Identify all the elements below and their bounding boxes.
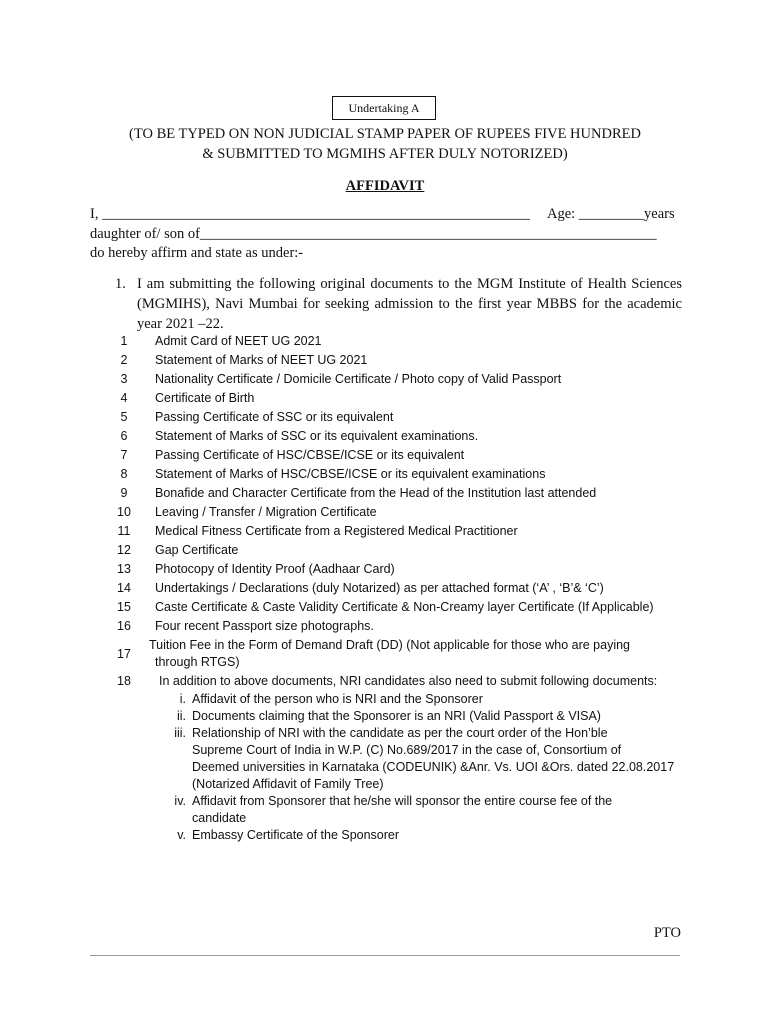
list-item: [0, 429, 770, 448]
list-item-number: 16: [117, 619, 131, 633]
nri-sub-item-number: i.: [179, 692, 186, 706]
nri-sub-item-text-line: Embassy Certificate of the Sponsorer: [192, 828, 400, 842]
list-item: [0, 524, 770, 543]
list-item: [0, 505, 770, 524]
list-item-text: Nationality Certificate / Domicile Certificate / Photo copy of Valid Passport: [155, 372, 562, 386]
list-item-number: 1: [120, 334, 128, 348]
nri-sub-item-text-line: Supreme Court of India in W.P. (C) No.689/2017 in the case of, Consortium of: [192, 743, 622, 757]
list-item-text: Certificate of Birth: [155, 391, 255, 405]
undertaking-label: Undertaking A: [348, 101, 420, 115]
list-item-text: Undertakings / Declarations (duly Notarized) as per attached format (‘A’ , ‘B’& ‘C’): [155, 581, 604, 595]
nri-sub-item-text-line: Documents claiming that the Sponsorer is an NRI (Valid Passport & VISA): [192, 709, 601, 723]
nri-sub-item-number: ii.: [176, 709, 186, 723]
nri-sub-item-text-line: Affidavit from Sponsorer that he/she will sponsor the entire course fee of the: [192, 794, 613, 808]
nri-sub-item-number: iii.: [174, 726, 186, 740]
list-item-number: 4: [120, 391, 128, 405]
list-item-text: Passing Certificate of HSC/CBSE/ICSE or its equivalent: [155, 448, 465, 462]
list-item-number: 6: [120, 429, 128, 443]
list-item-number: 13: [117, 562, 131, 576]
pto-label: PTO: [653, 925, 681, 941]
list-item-number: 3: [120, 372, 128, 386]
list-item-text: Caste Certificate & Caste Validity Certificate & Non-Creamy layer Certificate (If Applicable): [155, 600, 654, 614]
list-item: [0, 486, 770, 505]
affidavit-title: AFFIDAVIT: [345, 178, 425, 194]
list-item: [0, 581, 770, 600]
nri-sub-item-text-line: Deemed universities in Karnataka (CODEUNIK) &Anr. Vs. UOI &Ors. dated 22.08.2017: [192, 760, 675, 774]
list-item-number: 15: [117, 600, 131, 614]
list-item: [0, 353, 770, 372]
declaration-parent-line: daughter of/ son of_______________________________________________________________: [90, 226, 657, 242]
nri-sub-item-text-line: (Notarized Affidavit of Family Tree): [192, 777, 384, 791]
declaration-age-line: Age: _________years: [547, 206, 675, 222]
nri-sub-item-text-line: Affidavit of the person who is NRI and the Sponsorer: [192, 692, 483, 706]
list-item-number: 5: [120, 410, 128, 424]
nri-sub-item-text-line: Relationship of NRI with the candidate as per the court order of the Hon’ble: [192, 726, 608, 740]
list-item: [0, 562, 770, 581]
list-item: [0, 600, 770, 619]
list-item-number: 7: [120, 448, 128, 462]
list-item-number: 10: [117, 505, 131, 519]
statement-number: 1.: [115, 276, 126, 292]
list-item-number: 14: [117, 581, 131, 595]
nri-sub-item-text-line: candidate: [192, 811, 247, 825]
list-item-number: 2: [120, 353, 128, 367]
list-item-text: Statement of Marks of SSC or its equivalent examinations.: [155, 429, 479, 443]
list-item-text: Medical Fitness Certificate from a Registered Medical Practitioner: [155, 524, 518, 538]
list-item-text: Leaving / Transfer / Migration Certificate: [155, 505, 377, 519]
list-item-number: 8: [120, 467, 128, 481]
list-item: [0, 410, 770, 429]
list-item-number: 12: [117, 543, 131, 557]
statement-text: I am submitting the following original documents to the MGM Institute of Health Sciences (MGMIHS), Navi Mumbai for seeking admission to the first year MBBS for the academic year 2021 –22.: [137, 276, 682, 332]
list-item-text: Admit Card of NEET UG 2021: [155, 334, 322, 348]
list-item: [0, 334, 770, 353]
list-item-number: 18: [117, 674, 131, 688]
list-item-text: Gap Certificate: [155, 543, 239, 557]
footer-divider: [90, 955, 680, 956]
list-item-text-line-2: through RTGS): [155, 655, 240, 669]
nri-sub-item-number: iv.: [174, 794, 186, 808]
list-item: [0, 372, 770, 391]
list-item-number: 17: [117, 647, 131, 661]
list-item-text: [149, 637, 630, 671]
undertaking-label-box: [332, 96, 436, 120]
instruction-line-1: (TO BE TYPED ON NON JUDICIAL STAMP PAPER OF RUPEES FIVE HUNDRED: [129, 126, 641, 142]
list-item-text: In addition to above documents, NRI candidates also need to submit following documents:: [159, 674, 658, 688]
declaration-affirm-line: do hereby affirm and state as under:-: [90, 245, 304, 261]
list-item-text: Passing Certificate of SSC or its equivalent: [155, 410, 394, 424]
list-item-number: 9: [120, 486, 128, 500]
nri-sub-item-number: v.: [177, 828, 186, 842]
list-item: [0, 543, 770, 562]
list-item: [0, 391, 770, 410]
list-item-text: Four recent Passport size photographs.: [155, 619, 374, 633]
list-item-text: Statement of Marks of NEET UG 2021: [155, 353, 368, 367]
list-item-text: Bonafide and Character Certificate from the Head of the Institution last attended: [155, 486, 597, 500]
list-item-text-line-1: Tuition Fee in the Form of Demand Draft (DD) (Not applicable for those who are paying: [149, 638, 630, 652]
declaration-name-line: I, ___________________________________________________________: [90, 206, 530, 222]
instruction-line-2: & SUBMITTED TO MGMIHS AFTER DULY NOTORIZED): [202, 146, 568, 162]
list-item: [0, 448, 770, 467]
list-item-text: Photocopy of Identity Proof (Aadhaar Card): [155, 562, 395, 576]
list-item: [0, 619, 770, 638]
list-item: [0, 467, 770, 486]
list-item-number: 11: [117, 524, 131, 538]
list-item-text: Statement of Marks of HSC/CBSE/ICSE or its equivalent examinations: [155, 467, 546, 481]
